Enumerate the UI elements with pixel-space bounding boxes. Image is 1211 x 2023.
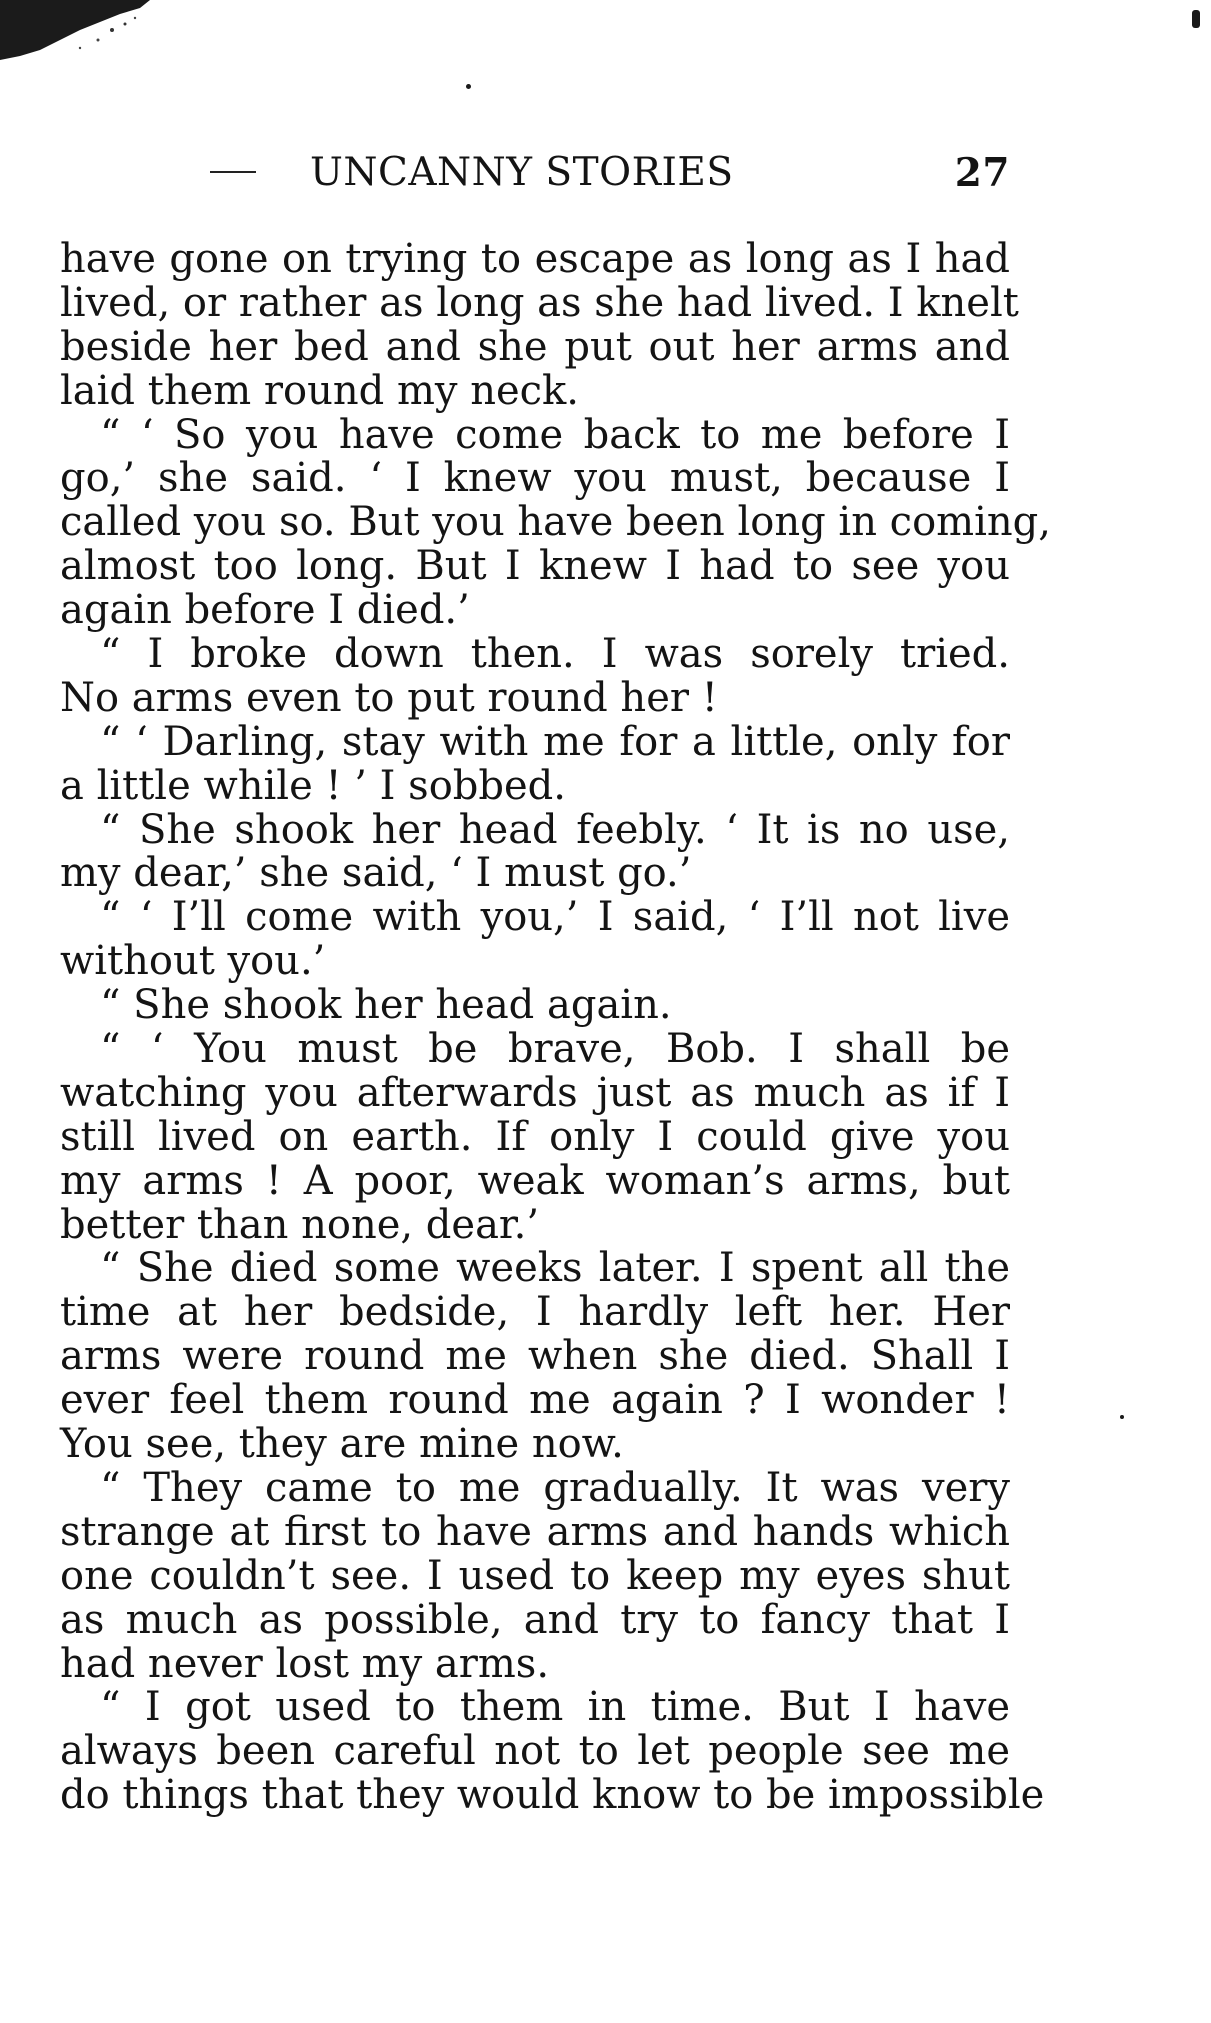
text-line: as much as possible, and try to fancy that I: [60, 1596, 1010, 1643]
text-line: have gone on trying to escape as long as I had: [60, 236, 1010, 282]
text-line: “ ‘ So you have come back to me before I: [100, 411, 1010, 458]
text-line: lived, or rather as long as she had lived. I knelt: [60, 279, 1019, 326]
text-line: “ I got used to them in time. But I have: [100, 1684, 1010, 1731]
text-line: better than none, dear.’: [60, 1201, 540, 1248]
page-number: 27: [954, 150, 1010, 196]
text-line: without you.’: [60, 938, 326, 985]
text-line: “ They came to me gradually. It was very: [100, 1464, 1010, 1511]
text-line: arms were round me when she died. Shall I: [60, 1333, 1010, 1380]
text-line: again before I died.’: [60, 587, 470, 634]
text-line: You see, they are mine now.: [60, 1421, 624, 1468]
text-line: “ She died some weeks later. I spent all the: [100, 1245, 1010, 1292]
text-line: almost too long. But I knew I had to see you: [60, 543, 1010, 590]
text-line: my arms ! A poor, weak woman’s arms, but: [60, 1157, 1010, 1204]
text-line: always been careful not to let people see me: [60, 1728, 1010, 1775]
speck-right-margin: [1120, 1415, 1124, 1419]
running-title: UNCANNY STORIES: [310, 150, 734, 195]
speck-top-right: [1192, 10, 1200, 28]
text-line: my dear,’ she said, ‘ I must go.’: [60, 850, 692, 897]
text-line: “ ‘ You must be brave, Bob. I shall be: [100, 1026, 1010, 1073]
text-line: had never lost my arms.: [60, 1640, 550, 1687]
text-line: beside her bed and she put out her arms and: [60, 323, 1010, 370]
text-line: time at her bedside, I hardly left her. Her: [60, 1289, 1010, 1336]
text-line: a little while ! ’ I sobbed.: [60, 762, 566, 809]
text-line: strange at first to have arms and hands which: [60, 1508, 1010, 1555]
text-line: called you so. But you have been long in coming,: [60, 499, 1051, 546]
text-line: do things that they would know to be impossible: [60, 1772, 1045, 1819]
text-line: go,’ she said. ‘ I knew you must, because I: [60, 455, 1010, 502]
text-line: watching you afterwards just as much as if I: [60, 1069, 1010, 1116]
text-line: “ I broke down then. I was sorely tried.: [100, 631, 1010, 678]
text-line: “ ‘ I’ll come with you,’ I said, ‘ I’ll not live: [100, 894, 1010, 941]
speck-top-center: [466, 84, 471, 89]
ink-smudge-decoration: [0, 0, 170, 70]
text-line: “ She shook her head again.: [100, 982, 672, 1029]
text-line: still lived on earth. If only I could give you: [60, 1113, 1010, 1160]
header-dash: [210, 171, 256, 173]
text-line: laid them round my neck.: [60, 367, 579, 414]
text-line: one couldn’t see. I used to keep my eyes shut: [60, 1552, 1010, 1599]
running-header: [60, 150, 1010, 200]
text-line: No arms even to put round her !: [60, 674, 718, 721]
text-line: “ ‘ Darling, stay with me for a little, only for: [100, 718, 1010, 765]
body-text: [60, 236, 1051, 1819]
text-line: ever feel them round me again ? I wonder !: [60, 1377, 1010, 1424]
text-line: “ She shook her head feebly. ‘ It is no use,: [100, 806, 1010, 853]
